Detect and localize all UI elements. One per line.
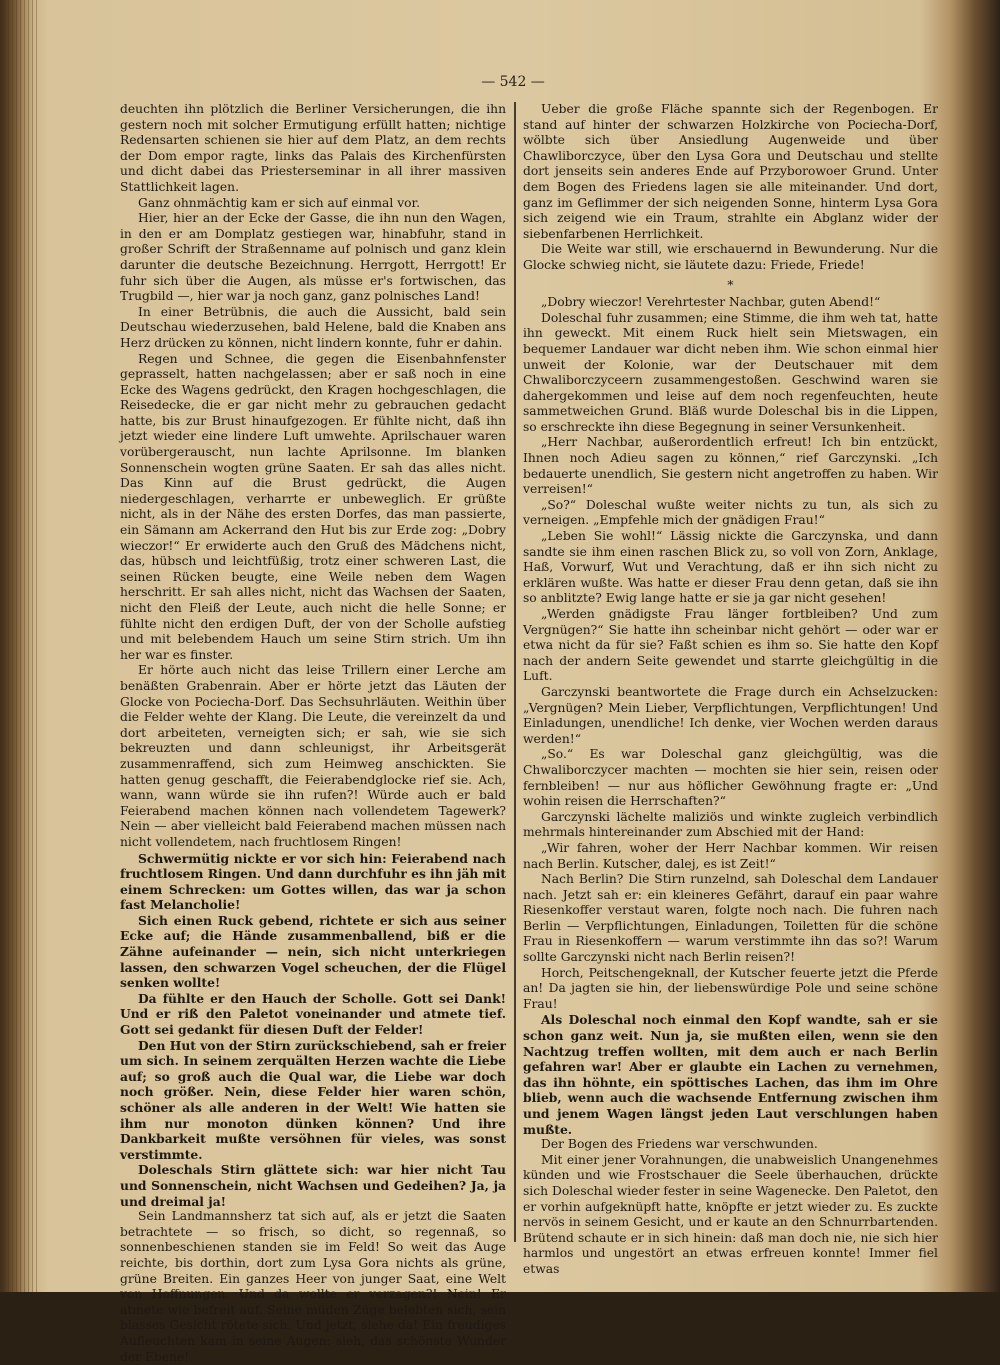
paragraph: „So?“ Doleschal wußte weiter nichts zu tun, als sich zu verneigen. „Empfehle mich der gnädigen Frau!“	[523, 497, 938, 528]
paragraph: Er hörte auch nicht das leise Trillern einer Lerche am benäßten Grabenrain. Aber er hörte jetzt das Läuten der Glocke von Pociecha-Dorf. Das Sechsuhrläuten. Weithin über die Felder wehte der Klang. Die Leute, die vereinzelt da und dort arbeiteten, verneigten sich; er sah, wie sie sich bekreuzten und dann schleunigst, ihr Arbeitsgerät zusammenraffend, sich zum Heimweg anschickten. Sie hatten genug geschafft, die Feierabendglocke rief sie. Ach, wann, wann würde sie ihn rufen?! Würde auch er bald Feierabend machen können nach vollendetem Tagewerk? Nein — aber vielleicht bald Feierabend machen müssen nach nicht vollendetem, nach fruchtlosem Ringen!	[120, 663, 506, 849]
paragraph: Da fühlte er den Hauch der Scholle. Gott sei Dank! Und er riß den Paletot voneinander und atmete tief. Gott sei gedankt für diesen Duft der Felder!	[120, 990, 506, 1038]
paragraph: Die Weite war still, wie erschauernd in Bewunderung. Nur die Glocke schwieg nicht, sie läutete dazu: Friede, Friede!	[523, 242, 938, 272]
paragraph: Horch, Peitschengeknall, der Kutscher feuerte jetzt die Pferde an! Da jagten sie hin, der liebenswürdige Pole und seine schöne Frau!	[523, 965, 938, 1011]
paragraph: Doleschal fuhr zusammen; eine Stimme, die ihm weh tat, hatte ihn geweckt. Mit einem Ruck hielt sein Mietswagen, ein bequemer Landauer war dicht neben ihm. Wie schon einmal hier unweit der Kolonie, war der Deutschauer mit dem Chwaliborczyceern zusammengestoßen. Geschwind waren sie dahergekommen und leise auf dem noch regenfeuchten, heute sammetweichen Grund. Bläß wurde Doleschal bis in die Lippen, so erschreckte ihn diese Begegnung in seiner Versunkenheit.	[523, 310, 938, 434]
paragraph: „So.“ Es war Doleschal ganz gleichgültig, was die Chwaliborczycer machten — mochten sie hier sein, reisen oder fernbleiben! — nur aus höflicher Gewöhnung fragte er: „Und wohin reisen die Herrschaften?“	[523, 747, 938, 809]
paragraph: Garczynski beantwortete die Frage durch ein Achselzucken: „Vergnügen? Mein Lieber, Verpflichtungen, Verpflichtungen! Und Einladungen, unendliche! Ich denke, vier Wochen werden daraus werden!“	[523, 684, 938, 746]
book-page-edges	[0, 0, 40, 1292]
paragraph: Sein Landmannsherz tat sich auf, als er jetzt die Saaten betrachtete — so frisch, so dicht, so regennaß, so sonnenbeschienen standen sie im Feld! So weit das Auge reichte, bis dorthin, dort zum Lysa Gora nichts als grüne, grüne Breiten. Ein ganzes Heer von junger Saat, eine Welt von Hoffnungen. Und da wollte er verzagen?! Nein! Er atmete wie befreit auf. Seine müden Züge belebten sich, sein blasses Gesicht rötete sich. Und jetzt, siehe da! Ein freudiges Aufleuchten kam in seine Augen: sieh, das schönste Wunder der Ebene!	[120, 1209, 506, 1364]
paragraph: Sich einen Ruck gebend, richtete er sich aus seiner Ecke auf; die Hände zusammenballend, biß er die Zähne aufeinander — nein, sich nicht unterkriegen lassen, den schwarzen Vogel scheuchen, der die Flügel senken wollte!	[120, 912, 506, 991]
paragraph: „Wir fahren, woher der Herr Nachbar kommen. Wir reisen nach Berlin. Kutscher, dalej, es ist Zeit!“	[523, 840, 938, 871]
paragraph: Schwermütig nickte er vor sich hin: Feierabend nach fruchtlosem Ringen. Und dann durchfuhr es ihn jäh mit einem Schrecken: um Gottes willen, das war ja schon fast Melancholie!	[120, 850, 506, 913]
paragraph: Ganz ohnmächtig kam er sich auf einmal vor.	[138, 195, 420, 210]
left-text-column	[120, 102, 506, 1364]
paragraph: Der Bogen des Friedens war verschwunden.	[541, 1137, 818, 1152]
paragraph: Mit einer jener Vorahnungen, die unabweislich Unangenehmes künden und wie Frostschauer die Seele überhauchen, drückte sich Doleschal wieder fester in seine Wagenecke. Den Paletot, den er vorhin aufgeknüpft hatte, knöpfte er jetzt wieder zu. Es zuckte nervös in seinem Gesicht, und er kaute an den Schnurrbartenden. Brütend schaute er in sich hinein: daß man doch nie, nie sich hier harmlos und ungestört an etwas erfreuen konnte! Immer fiel etwas	[523, 1152, 939, 1276]
paragraph: In einer Betrübnis, die auch die Aussicht, bald sein Deutschau wiederzusehen, bald Helene, bald die Knaben ans Herz drücken zu können, nicht lindern konnte, fuhr er dahin.	[120, 304, 506, 350]
paragraph: Nach Berlin? Die Stirn runzelnd, sah Doleschal dem Landauer nach. Jetzt sah er: ein kleineres Gefährt, darauf ein paar wahre Riesenkoffer verstaut waren, folgte noch nach. Die fuhren nach Berlin — Verpflichtungen, Einladungen, Toiletten für die schöne Frau in Riesenkoffern — warum verstimmte ihn das so?! Warum sollte Garczynski nicht nach Berlin reisen?!	[523, 872, 938, 965]
paragraph: „Werden gnädigste Frau länger fortbleiben? Und zum Vergnügen?“ Sie hatte ihn scheinbar nicht gehört — oder war er etwa nicht da für sie? Faßt schien es ihm so. Sie hatte den Kopf nach der andern Seite gewendet und starrte gleichgültig in die Luft.	[523, 607, 938, 684]
paragraph: Als Doleschal noch einmal den Kopf wandte, sah er sie schon ganz weit. Nun ja, sie mußten eilen, wenn sie den Nachtzug treffen wollten, mit dem auch er nach Berlin gefahren war! Aber er glaubte ein Lachen zu vernehmen, das ihn höhnte, ein spöttisches Lachen, das ihm im Ohre blieb, wenn auch die wachsende Entfernung zwischen ihm und jenem Wagen längst jeden Laut verschlungen haben mußte.	[523, 1012, 938, 1137]
printed-page	[78, 44, 940, 1364]
paragraph: Garczynski lächelte maliziös und winkte zugleich verbindlich mehrmals hintereinander zum Abschied mit der Hand:	[523, 809, 938, 840]
paragraph: Hier, hier an der Ecke der Gasse, die ihn nun den Wagen, in den er am Domplatz gestiegen war, hinabfuhr, stand in großer Schrift der Straßenname auf polnisch und ganz klein darunter die deutsche Bezeichnung. Herrgott, Herrgott! Er fuhr sich über die Augen, als müsse er's fortwischen, das Trugbild —, hier war ja noch ganz, ganz polnisches Land!	[120, 211, 506, 304]
column-divider	[514, 102, 516, 1242]
paragraph: Ueber die große Fläche spannte sich der Regenbogen. Er stand auf hinter der schwarzen Holzkirche von Pociecha-Dorf, wölbte sich über Ansiedlung Augenweide und über Chawliborczyce, über den Lysa Gora und Deutschau und stellte dort jenseits sein anderes Ende auf Przyborowoer Grund. Unter dem Bogen des Friedens lagen sie alle miteinander. Und dort, ganz im Geflimmer der sich neigenden Sonne, hinterm Lysa Gora sich zeigend wie ein Traum, strahlte ein Abglanz wider der siebenfarbenen Herrlichkeit.	[523, 102, 938, 241]
paragraph: „Dobry wieczor! Verehrtester Nachbar, guten Abend!“	[541, 295, 881, 310]
paragraph: deuchten ihn plötzlich die Berliner Versicherungen, die ihn gestern noch mit solcher Ermutigung erfüllt hatten; nichtige Redensarten schienen sie hier auf dem Platz, an dem rechts der Dom empor ragte, links das Palais des Kirchenfürsten und dicht dabei das Priesterseminar in all ihrer massiven Stattlichkeit lagen.	[120, 102, 506, 194]
page-number: — 542 —	[481, 74, 545, 90]
paragraph: Doleschals Stirn glättete sich: war hier nicht Tau und Sonnenschein, nicht Wachsen und Gedeihen? Ja, ja und dreimal ja!	[120, 1162, 506, 1209]
paragraph: „Herr Nachbar, außerordentlich erfreut! Ich bin entzückt, Ihnen noch Adieu sagen zu können,“ rief Garczynski. „Ich bedauerte unendlich, Sie gestern nicht angetroffen zu haben. Wir verreisen!“	[523, 435, 938, 497]
right-text-column	[523, 102, 939, 1276]
paragraph: „Leben Sie wohl!“ Lässig nickte die Garczynska, und dann sandte sie ihm einen raschen Blick zu, so voll von Zorn, Anklage, Haß, Vorwurf, Wut und Verachtung, daß er ihn sich nicht zu erklären wußte. Was hatte er dieser Frau denn getan, daß sie ihn so anblitzte? Ewig lange hatte er sie ja gar nicht gesehen!	[523, 529, 938, 606]
paragraph: Regen und Schnee, die gegen die Eisenbahnfenster geprasselt, hatten nachgelassen; aber er saß noch in eine Ecke des Wagens gedrückt, den Kragen hochgeschlagen, die Reisedecke, die er gar nicht mehr zu gebrauchen gedacht hatte, bis zur Brust hinaufgezogen. Er fühlte nicht, daß ihn jetzt wieder eine lindere Luft umwehte. Aprilschauer waren vorübergerauscht, nun lachte Aprilsonne. Im blanken Sonnenschein wogten grüne Saaten. Er sah das alles nicht. Das Kinn auf die Brust gedrückt, die Augen niedergeschlagen, verharrte er unbeweglich. Er grüßte nicht, als in der Nähe des ersten Dorfes, das man passierte, ein Sämann am Ackerrand den Hut bis zur Erde zog: „Dobry wieczor!“ Er erwiderte auch den Gruß des Mädchens nicht, das, hübsch und leichtfüßig, trotz einer schweren Last, die seinen Rücken beugte, eine Weile neben dem Wagen herschritt. Er sah alles nicht, nicht das Wachsen der Saaten, nicht den Fleiß der Leute, auch nicht die helle Sonne; er fühlte nicht den erdigen Duft, der von der Scholle aufstieg und mit belebendem Hauch um seine Stirn strich. Um ihn her war es finster.	[120, 351, 506, 662]
paragraph: Den Hut von der Stirn zurückschiebend, sah er freier um sich. In seinem zerquälten Herzen wachte die Liebe auf; so groß auch die Qual war, die Liebe war doch noch größer. Nein, diese Felder hier waren schön, schöner als alle anderen in der Welt! Wie hatten sie ihm nur monoton dünken können? Und ihre Dankbarkeit mußte versöhnen für vieles, was sonst verstimmte.	[120, 1037, 506, 1162]
section-break-asterisk: *	[727, 277, 734, 292]
